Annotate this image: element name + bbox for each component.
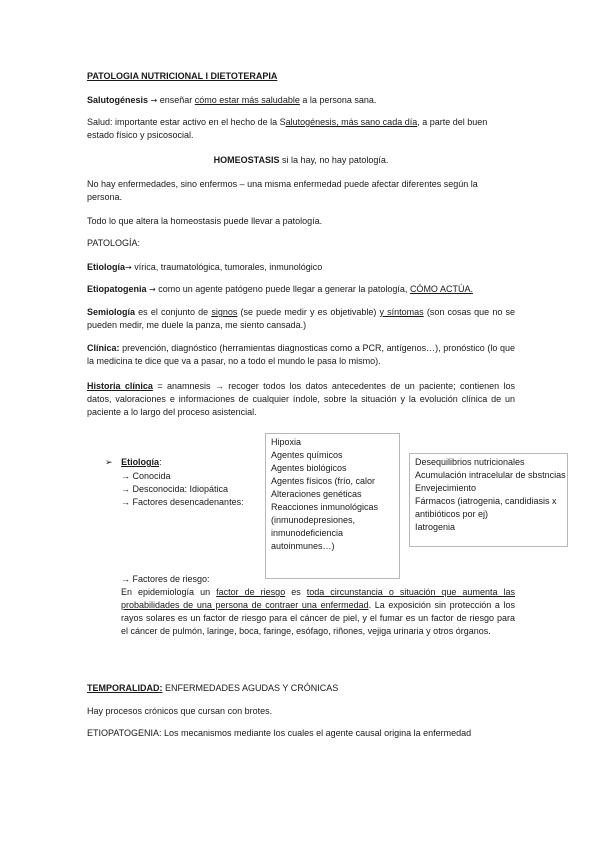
text: :	[159, 457, 162, 467]
temporalidad-line	[87, 682, 338, 695]
underlined-text: alutogénesis, más sano cada día	[285, 117, 418, 127]
text: como un agente patógeno puede llegar a generar la patología,	[155, 284, 410, 294]
etiopatogenia-term: Etiopatogenia	[87, 284, 147, 294]
homeostasis-term: HOMEOSTASIS	[213, 155, 280, 165]
etiologia-term: Etiología	[87, 262, 125, 272]
underlined-text: CÓMO ACTÚA.	[409, 284, 473, 294]
clinica-paragraph	[87, 342, 515, 368]
box-item: Reacciones inmunológicas	[271, 502, 379, 512]
historia-paragraph	[87, 380, 515, 419]
salutogenesis-term: Salutogénesis	[87, 95, 149, 105]
underlined-text: toda circunstancia o situación que aumenta las probabilidades de una persona de contraer una enfermedad	[121, 587, 515, 610]
box-item: autoinmunes…)	[271, 541, 335, 551]
box-item: Alteraciones genéticas	[271, 489, 362, 499]
salud-paragraph	[87, 116, 515, 142]
todo-altera-line: Todo lo que altera la homeostasis puede llevar a patología.	[87, 216, 323, 226]
box-item: Acumulación intracelular de sbstncias	[415, 470, 566, 480]
text: vírica, traumatológica, tumorales, inmunológico	[131, 262, 323, 272]
etiologia-list-term: Etiología	[121, 457, 160, 467]
box-item: Agentes físicos (frío, calor	[271, 476, 376, 486]
etiologia-line	[87, 261, 322, 274]
text: , a parte del buen estado físico y psicosocial.	[87, 117, 488, 140]
box-item: Desequilibrios nutricionales	[415, 457, 525, 467]
text: = anamnesis → recoger todos los datos antecedentes de un paciente; contienen los datos, valoraciones e informaciones de cualquier índole, sobre la situación y la evolución clínica de un paciente a lo largo del proceso asistencial.	[87, 381, 515, 417]
text: es	[285, 587, 307, 597]
clinica-term: Clínica:	[87, 343, 120, 353]
list-item: → Conocida	[121, 471, 171, 481]
salutogenesis-line	[87, 94, 376, 107]
bullet-arrow-icon: ➢	[105, 458, 113, 468]
text: En epidemiología un	[121, 587, 217, 597]
patologia-label: PATOLOGÍA:	[87, 238, 141, 248]
text: Salud: importante estar activo en el hecho de la S	[87, 117, 286, 127]
underlined-text: y síntomas	[379, 307, 424, 317]
arrow-icon: →	[125, 263, 132, 272]
box-item: Hipoxia	[271, 437, 302, 447]
text: si la hay, no hay patología.	[279, 155, 389, 165]
no-enfermedades-paragraph: No hay enfermedades, sino enfermos – una misma enfermedad puede afectar diferentes según la persona.	[87, 179, 478, 202]
semiologia-paragraph	[87, 306, 515, 332]
text: enseñar	[157, 95, 195, 105]
text: es el conjunto de	[135, 307, 212, 317]
procesos-line: Hay procesos crónicos que cursan con brotes.	[87, 706, 273, 716]
box-item: Iatrogenia	[415, 522, 456, 532]
box-item: inmunodeficiencia	[271, 528, 344, 538]
factores-riesgo-label: → Factores de riesgo:	[121, 574, 210, 584]
semiologia-term: Semiología	[87, 307, 136, 317]
text: (son cosas que no se pueden medir, me duele la panza, me siento cansada.)	[87, 307, 515, 330]
etiologia-list	[105, 456, 244, 509]
arrow-icon: →	[150, 96, 158, 105]
homeostasis-line	[87, 154, 515, 167]
factores-box-1	[265, 433, 400, 579]
etiologia-list-title	[105, 456, 244, 470]
box-item: Fármacos (iatrogenia, candidiasis x	[415, 496, 557, 506]
etiopatogenia-definition: ETIOPATOGENIA: Los mecanismos mediante los cuales el agente causal origina la enfermedad	[87, 728, 472, 738]
box-item: antibióticos por ej)	[415, 509, 489, 519]
document-title: PATOLOGIA NUTRICIONAL I DIETOTERAPIA	[87, 71, 278, 81]
list-item: → Factores desencadenantes:	[121, 497, 244, 507]
arrow-icon: →	[149, 285, 156, 294]
historia-term: Historia clínica	[87, 381, 153, 391]
underlined-text: signos	[211, 307, 238, 317]
box-item: (inmunodepresiones,	[271, 515, 356, 525]
box-item: Envejecimiento	[415, 483, 477, 493]
text: . La exposición sin protección a los rayos solares es un factor de riesgo para el cáncer de piel, y el fumar es un factor de riesgo para el cáncer de pulmón, laringe, boca, faringe, esófago, riñones, vejiga urinaria y otros órganos.	[121, 600, 515, 636]
underlined-text: cómo estar más saludable	[194, 95, 300, 105]
list-item: → Desconocida: Idiopática	[121, 484, 229, 494]
temporalidad-term: TEMPORALIDAD:	[87, 683, 163, 693]
etiopatogenia-line	[87, 283, 473, 296]
text: ENFERMEDADES AGUDAS Y CRÓNICAS	[162, 683, 339, 693]
text: prevención, diagnóstico (herramientas diagnosticas como a PCR, antígenos…), pronóstico (lo que la medicina te dice que va a pasar, no a todo el mundo le pasa lo mismo).	[87, 343, 515, 366]
box-item: Agentes químicos	[271, 450, 343, 460]
factores-riesgo-paragraph	[121, 586, 515, 638]
text: a la persona sana.	[299, 95, 377, 105]
underlined-text: factor de riesgo	[216, 587, 286, 597]
box-item: Agentes biológicos	[271, 463, 347, 473]
text: (se puede medir y es objetivable)	[237, 307, 380, 317]
factores-box-2	[409, 453, 568, 547]
